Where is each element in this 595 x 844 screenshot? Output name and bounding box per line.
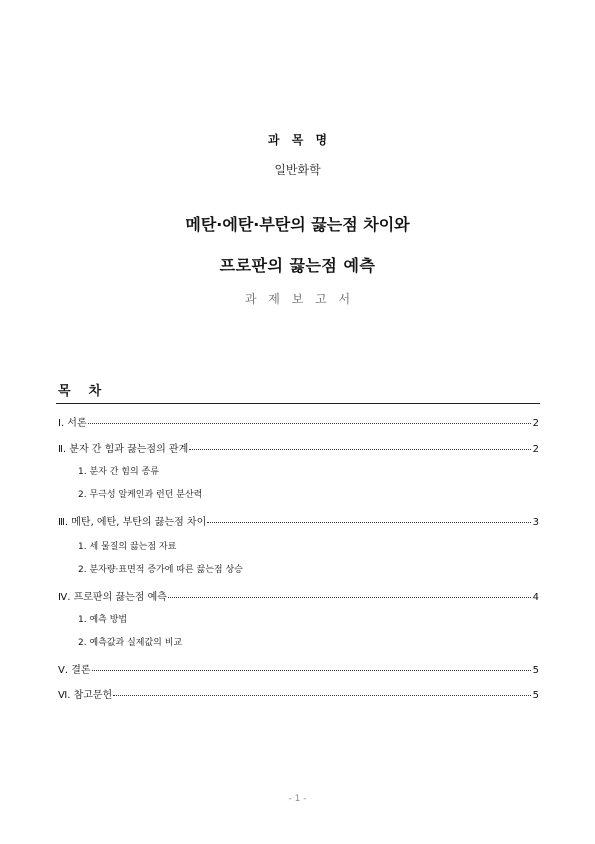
toc-entry-2[interactable] [58,443,539,457]
toc-leader-dots [113,695,530,696]
toc-entry-4[interactable] [58,591,539,605]
toc-subentry[interactable]: 1. 예측 방법 [78,615,128,625]
report-title-line-2: 프로판의 끓는점 예측 [219,256,376,275]
toc-entry-3[interactable] [58,516,539,530]
course-label: 과 목 명 [267,133,332,147]
toc-divider [56,403,540,404]
page-number: - 1 - [288,794,307,804]
toc-entry-label: Ⅲ. 메탄, 에탄, 부탄의 끓는점 차이 [58,517,207,528]
toc-entry-6[interactable] [58,689,539,703]
toc-entry-5[interactable] [58,664,539,678]
report-title-line-1: 메탄·에탄·부탄의 끓는점 차이와 [185,215,410,234]
toc-heading: 목 차 [58,384,102,399]
toc-entry-label: Ⅵ. 참고문헌 [58,690,113,701]
toc-entry-label: Ⅰ. 서론 [58,418,87,429]
toc-entry-page: 5 [532,690,539,701]
toc-entry-1[interactable] [58,417,539,431]
toc-entry-page: 4 [532,592,539,603]
toc-leader-dots [189,449,530,450]
toc-leader-dots [88,423,531,424]
toc-subentry[interactable]: 2. 예측값과 실제값의 비교 [78,638,183,648]
toc-leader-dots [92,670,531,671]
document-type: 과 제 보 고 서 [244,292,355,306]
toc-entry-label: Ⅴ. 결론 [58,665,91,676]
toc-entry-label: Ⅱ. 분자 간 힘과 끓는점의 관계 [58,444,189,455]
toc-subentry[interactable]: 1. 세 물질의 끓는점 자료 [78,542,177,552]
toc-subentry[interactable]: 1. 분자 간 힘의 종류 [78,467,159,477]
toc-leader-dots [207,522,530,523]
toc-subentry[interactable]: 2. 무극성 알케인과 런던 분산력 [78,490,203,500]
toc-entry-page: 3 [532,517,539,528]
toc-entry-page: 2 [532,444,539,455]
toc-entry-page: 2 [532,418,539,429]
course-name: 일반화학 [274,163,321,177]
toc-subentry[interactable]: 2. 분자량·표면적 증가에 따른 끓는점 상승 [78,565,243,575]
toc-entry-label: Ⅳ. 프로판의 끓는점 예측 [58,592,167,603]
toc-entry-page: 5 [532,665,539,676]
toc-leader-dots [168,597,531,598]
